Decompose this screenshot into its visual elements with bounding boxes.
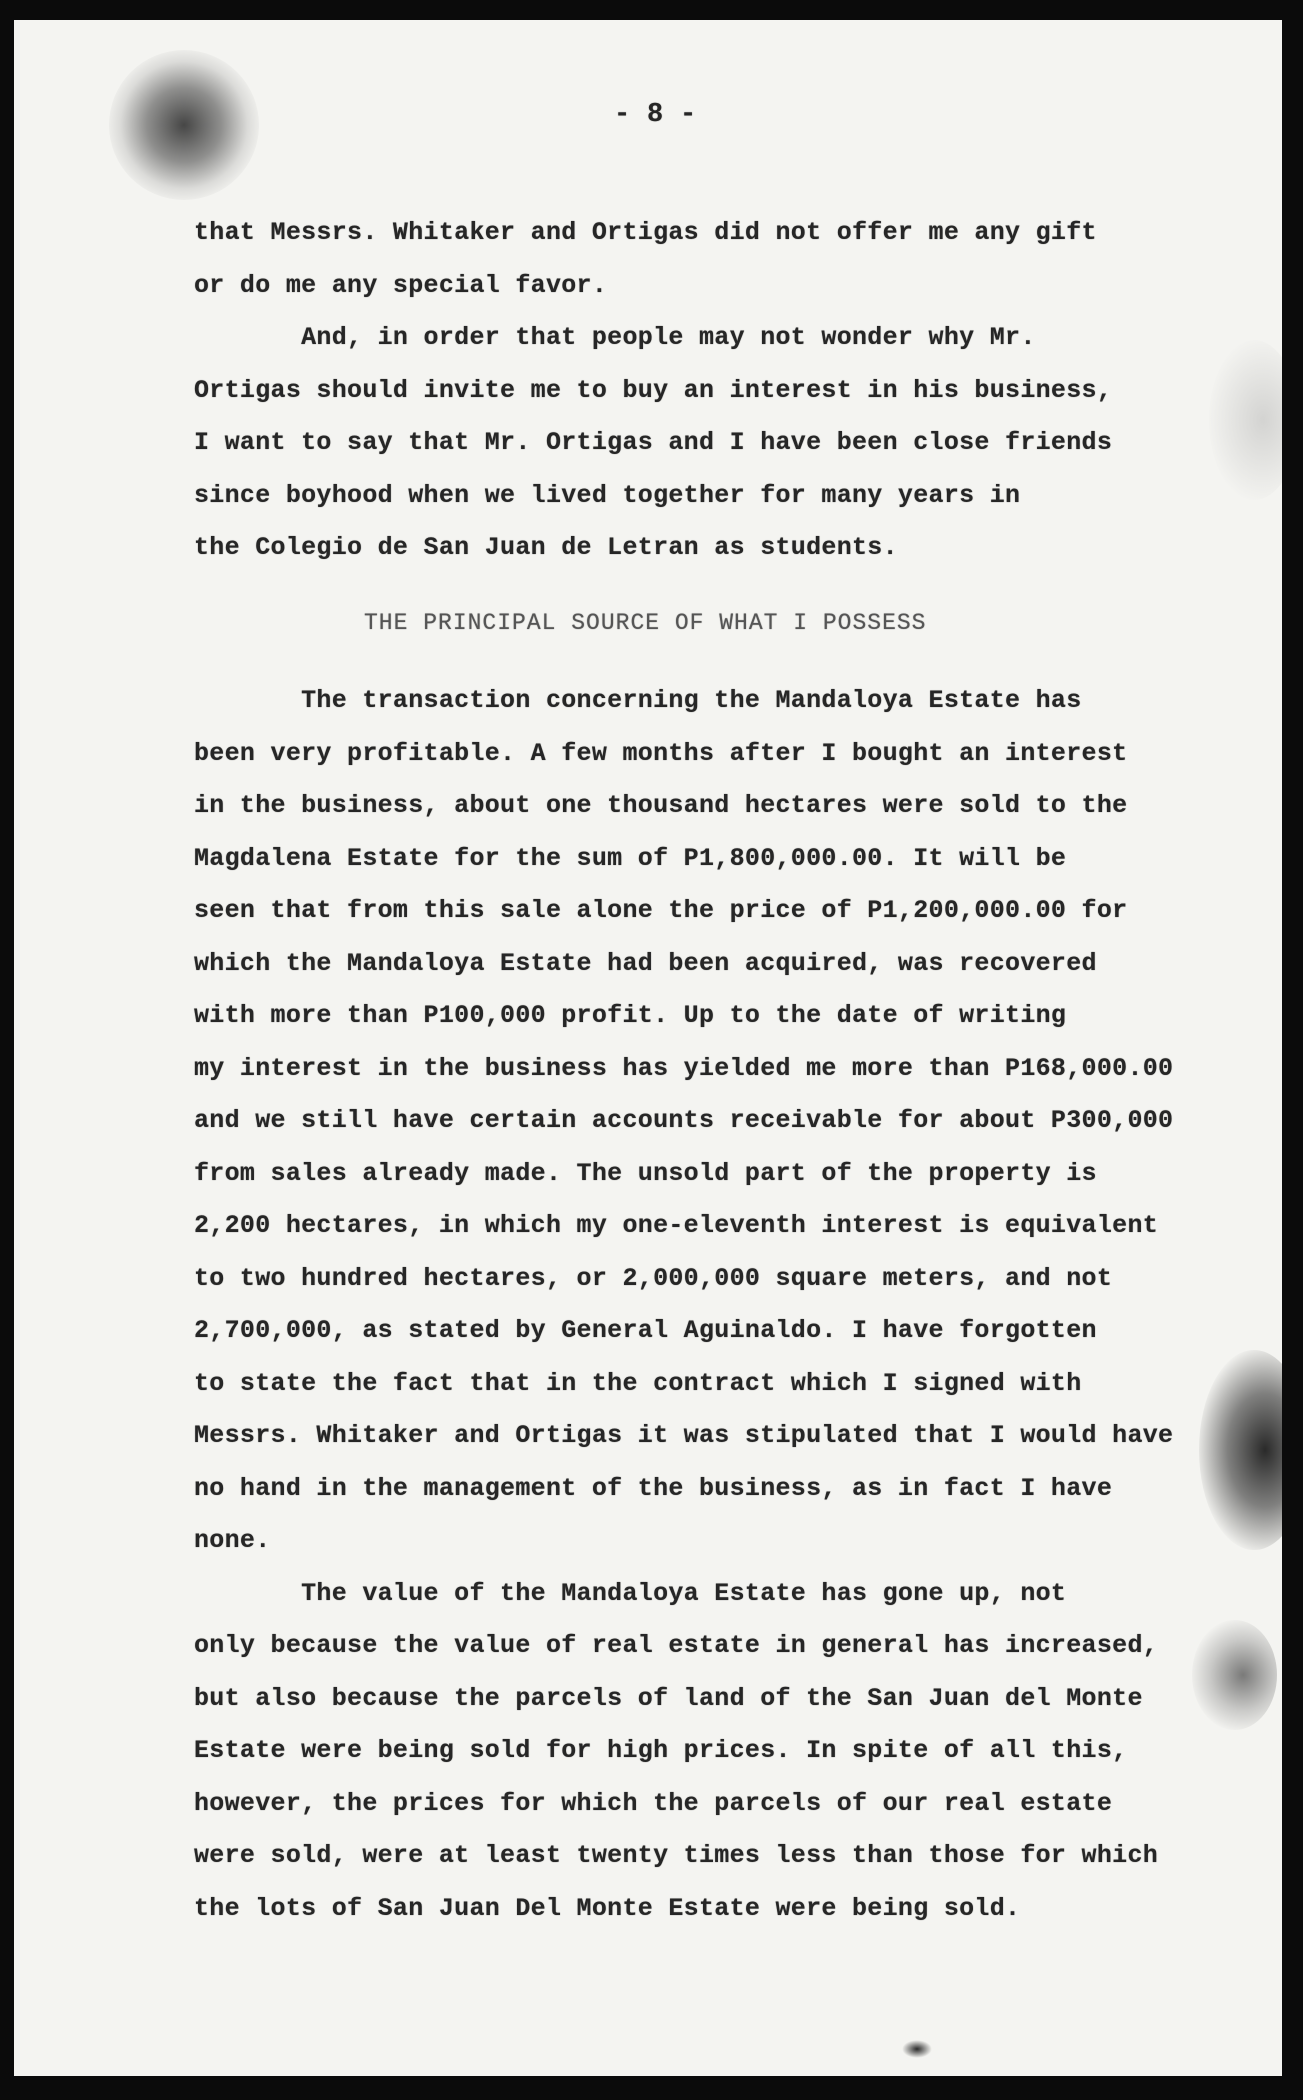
section-heading: THE PRINCIPAL SOURCE OF WHAT I POSSESS xyxy=(364,610,927,636)
text-line: with more than P100,000 profit. Up to the date of writing xyxy=(194,1001,1067,1030)
text-line: Magdalena Estate for the sum of P1,800,000.00. It will be xyxy=(194,844,1067,873)
text-line: I want to say that Mr. Ortigas and I have been close friends xyxy=(194,428,1113,457)
text-line: Estate were being sold for high prices. In spite of all this, xyxy=(194,1736,1128,1765)
text-line: the lots of San Juan Del Monte Estate were being sold. xyxy=(194,1894,1021,1923)
ink-smudge xyxy=(1209,340,1282,500)
page-number: - 8 - xyxy=(614,100,697,130)
text-line: but also because the parcels of land of the San Juan del Monte xyxy=(194,1684,1143,1713)
text-line: And, in order that people may not wonder why Mr. xyxy=(194,323,1036,352)
text-line: in the business, about one thousand hectares were sold to the xyxy=(194,791,1128,820)
ink-smudge xyxy=(109,50,259,200)
text-line: the Colegio de San Juan de Letran as students. xyxy=(194,533,898,562)
text-line: from sales already made. The unsold part of the property is xyxy=(194,1159,1097,1188)
ink-mark xyxy=(902,2040,932,2058)
text-line: The transaction concerning the Mandaloya Estate has xyxy=(194,686,1082,715)
text-line: 2,200 hectares, in which my one-eleventh interest is equivalent xyxy=(194,1211,1159,1240)
text-line: seen that from this sale alone the price of P1,200,000.00 for xyxy=(194,896,1128,925)
text-line: which the Mandaloya Estate had been acquired, was recovered xyxy=(194,949,1097,978)
ink-smudge xyxy=(1192,1620,1277,1730)
ink-smudge xyxy=(1199,1350,1282,1550)
text-line: 2,700,000, as stated by General Aguinaldo. I have forgotten xyxy=(194,1316,1097,1345)
text-line: since boyhood when we lived together for many years in xyxy=(194,481,1021,510)
text-line: no hand in the management of the business, as in fact I have xyxy=(194,1474,1113,1503)
text-line: Messrs. Whitaker and Ortigas it was stipulated that I would have xyxy=(194,1421,1174,1450)
text-line: that Messrs. Whitaker and Ortigas did not offer me any gift xyxy=(194,218,1097,247)
text-line: only because the value of real estate in general has increased, xyxy=(194,1631,1159,1660)
text-line: to two hundred hectares, or 2,000,000 square meters, and not xyxy=(194,1264,1113,1293)
document-page xyxy=(14,20,1282,2076)
text-line: been very profitable. A few months after I bought an interest xyxy=(194,739,1128,768)
text-line: or do me any special favor. xyxy=(194,271,608,300)
text-line: and we still have certain accounts receivable for about P300,000 xyxy=(194,1106,1174,1135)
text-line: none. xyxy=(194,1526,271,1555)
text-line: Ortigas should invite me to buy an interest in his business, xyxy=(194,376,1113,405)
text-line: my interest in the business has yielded me more than P168,000.00 xyxy=(194,1054,1174,1083)
text-line: The value of the Mandaloya Estate has gone up, not xyxy=(194,1579,1067,1608)
text-line: were sold, were at least twenty times less than those for which xyxy=(194,1841,1159,1870)
text-line: however, the prices for which the parcels of our real estate xyxy=(194,1789,1113,1818)
text-line: to state the fact that in the contract which I signed with xyxy=(194,1369,1082,1398)
